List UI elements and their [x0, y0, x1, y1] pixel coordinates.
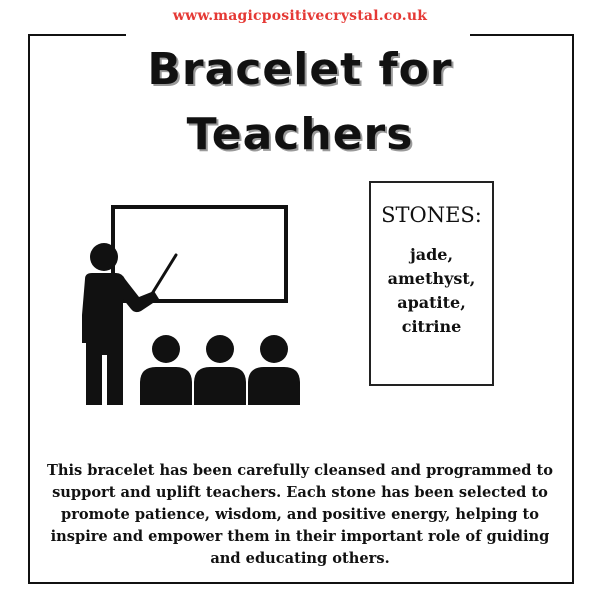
student-icon-1 — [140, 335, 192, 405]
pointer-icon — [150, 255, 176, 297]
stone-item: amethyst, — [387, 269, 476, 288]
stones-list — [371, 243, 492, 339]
stones-heading: STONES: — [381, 203, 482, 227]
stone-item: apatite, — [397, 293, 466, 312]
frame-bottom-line — [28, 582, 574, 584]
website-url[interactable]: www.magicpositivecrystal.co.uk — [172, 8, 428, 24]
student-icon-3 — [248, 335, 300, 405]
student-icon-2 — [194, 335, 246, 405]
whiteboard-icon — [113, 207, 286, 301]
frame-top-right-line — [470, 34, 574, 36]
frame-top-left-line — [28, 34, 126, 36]
description-text: This bracelet has been carefully cleansed and programmed to support and uplift teachers. Each stone has been selected to promote patience, wisdom, and positive energy, helping to inspire and empower them in their important role of guiding and educating others. — [47, 462, 553, 567]
stones-box — [369, 181, 494, 386]
stone-item: jade, — [409, 245, 454, 264]
stone-item: citrine — [401, 317, 462, 336]
page-title-line-2: Teachers — [186, 109, 414, 160]
teacher-classroom-icon — [60, 195, 305, 410]
page-title-line-1: Bracelet for — [147, 44, 453, 95]
